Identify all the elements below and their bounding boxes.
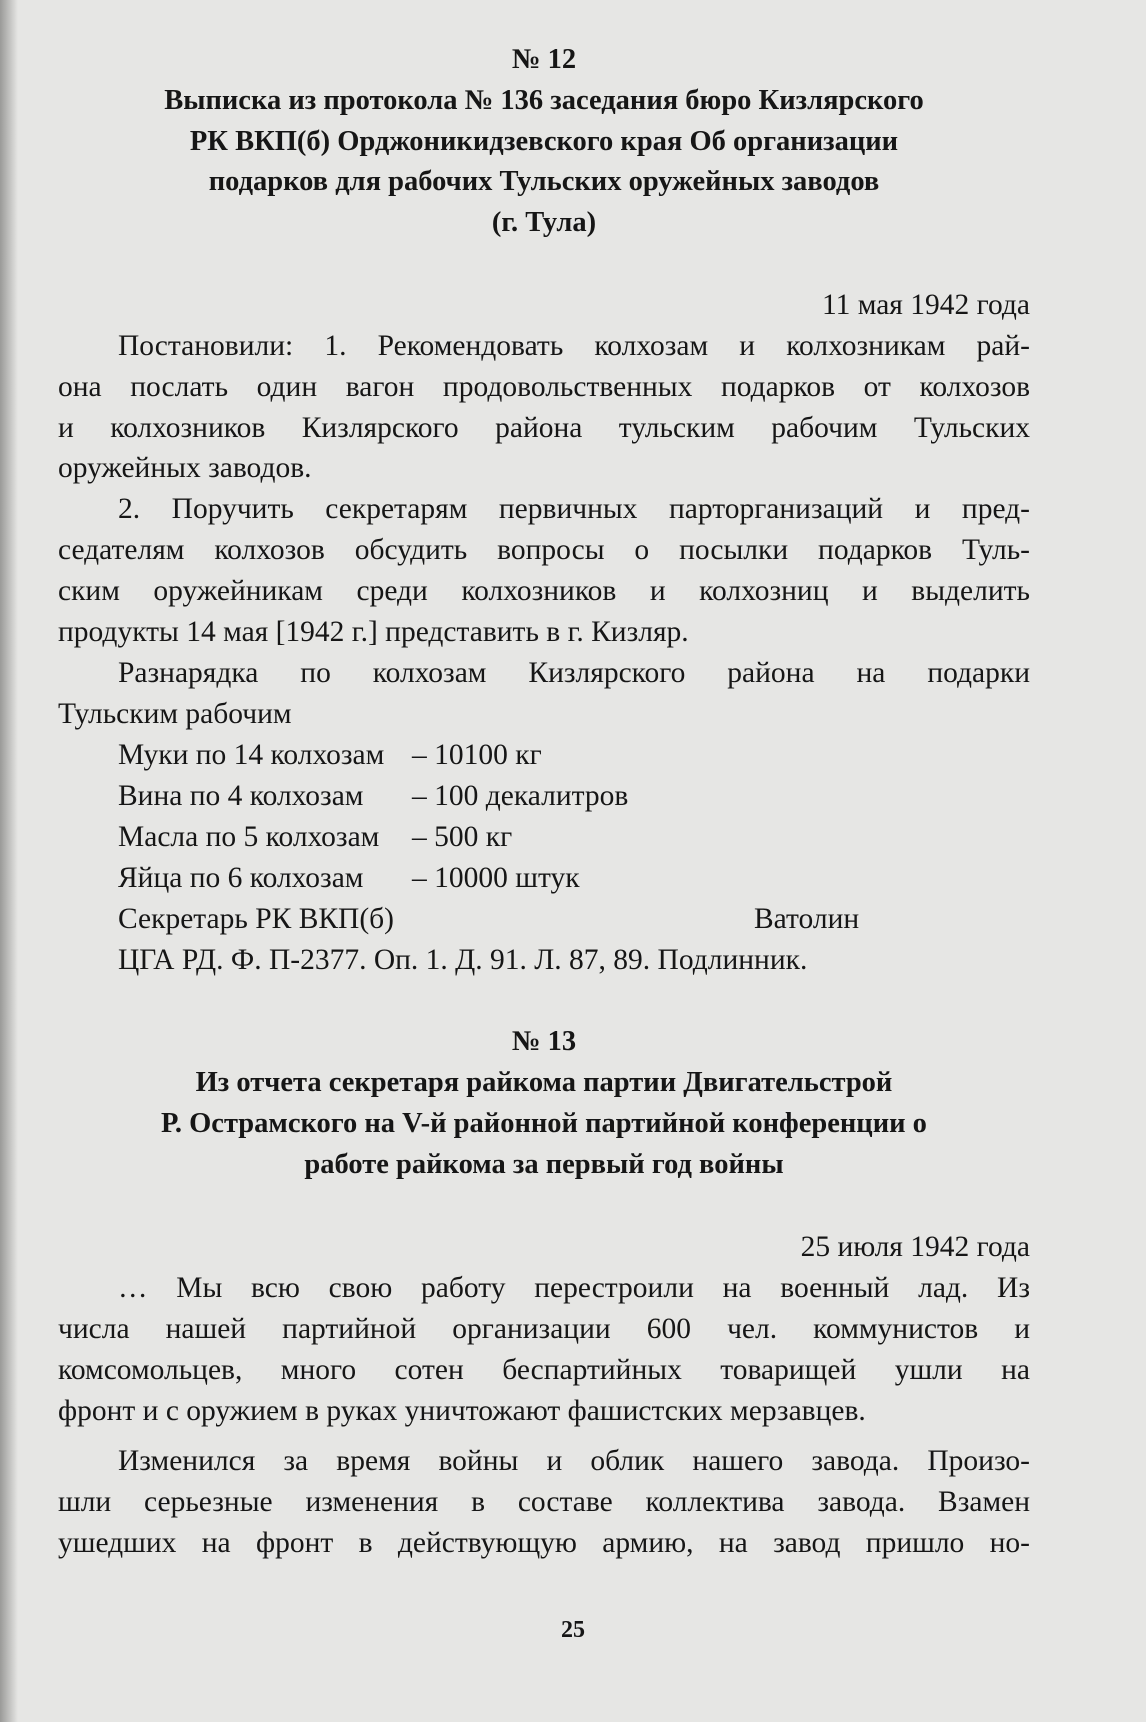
doc12-body-line: Постановили: 1. Рекомендовать колхозам и колхозникам рай- <box>118 330 1030 362</box>
allocation-row <box>58 819 1030 855</box>
doc13-body-line: числа нашей партийной организации 600 чел. коммунистов и <box>58 1313 1030 1345</box>
doc12-body-line: 2. Поручить секретарям первичных парторганизаций и пред- <box>118 493 1030 525</box>
doc13-body-line: ушедших на фронт в действующую армию, на завод пришло но- <box>58 1527 1030 1559</box>
allocation-item: Муки по 14 колхозам <box>118 739 385 771</box>
allocation-item: Масла по 5 колхозам <box>118 821 380 853</box>
page-number: 25 <box>561 1617 585 1643</box>
signature-line <box>58 901 1030 937</box>
signature-role: Секретарь РК ВКП(б) <box>118 903 395 935</box>
doc13-body-line: шли серьезные изменения в составе коллектива завода. Взамен <box>58 1486 1030 1518</box>
doc12-body-line: и колхозников Кизлярского района тульским рабочим Тульских <box>58 412 1030 444</box>
doc12-body-line: продукты 14 мая [1942 г.] представить в г. Кизляр. <box>58 616 689 648</box>
doc13-body-line: Изменился за время войны и облик нашего завода. Произо- <box>118 1445 1030 1477</box>
doc12-body-line: ским оружейникам среди колхозников и колхозниц и выделить <box>58 575 1030 607</box>
doc12-title-line: подарков для рабочих Тульских оружейных заводов <box>208 166 880 197</box>
allocation-row <box>58 778 1030 814</box>
allocation-item: Вина по 4 колхозам <box>118 780 364 812</box>
allocation-amount: – 10000 штук <box>412 862 580 894</box>
doc12-number: № 12 <box>511 44 577 75</box>
doc13-number: № 13 <box>511 1026 577 1057</box>
doc12-title-line: Выписка из протокола № 136 заседания бюро Кизлярского <box>164 85 924 116</box>
doc12-body-line: седателям колхозов обсудить вопросы о посылки подарков Туль- <box>58 534 1030 566</box>
doc13-body-line: … Мы всю свою работу перестроили на военный лад. Из <box>118 1272 1030 1304</box>
doc12-body-line: Разнарядка по колхозам Кизлярского района на подарки <box>118 657 1030 689</box>
doc12-title-line: (г. Тула) <box>491 207 597 238</box>
signature-name: Ватолин <box>754 903 860 935</box>
allocation-amount: – 10100 кг <box>412 739 542 771</box>
doc13-body-line: комсомольцев, много сотен беспартийных товарищей ушли на <box>58 1354 1030 1386</box>
doc13-title-line: Из отчета секретаря райкома партии Двигательстрой <box>195 1067 893 1098</box>
doc12-date: 11 мая 1942 года <box>821 289 1030 321</box>
doc13-title-line: Р. Острамского на V-й районной партийной конференции о <box>161 1108 927 1139</box>
doc12-body-line: она послать один вагон продовольственных подарков от колхозов <box>58 371 1030 403</box>
allocation-amount: – 100 декалитров <box>412 780 629 812</box>
allocation-row <box>58 737 1030 773</box>
doc12-body-line: оружейных заводов. <box>58 452 312 484</box>
allocation-amount: – 500 кг <box>412 821 513 853</box>
doc13-title-line: работе райкома за первый год войны <box>304 1149 784 1180</box>
allocation-row <box>58 860 1030 896</box>
doc13-body-line: фронт и с оружием в руках уничтожают фашистских мерзавцев. <box>58 1395 866 1427</box>
doc12-body-line: Тульским рабочим <box>58 698 292 730</box>
allocation-item: Яйца по 6 колхозам <box>118 862 364 894</box>
doc12-source: ЦГА РД. Ф. П-2377. Оп. 1. Д. 91. Л. 87, 89. Подлинник. <box>118 944 808 976</box>
doc12-title-line: РК ВКП(б) Орджоникидзевского края Об организации <box>189 126 899 157</box>
doc13-date: 25 июля 1942 года <box>800 1231 1030 1263</box>
